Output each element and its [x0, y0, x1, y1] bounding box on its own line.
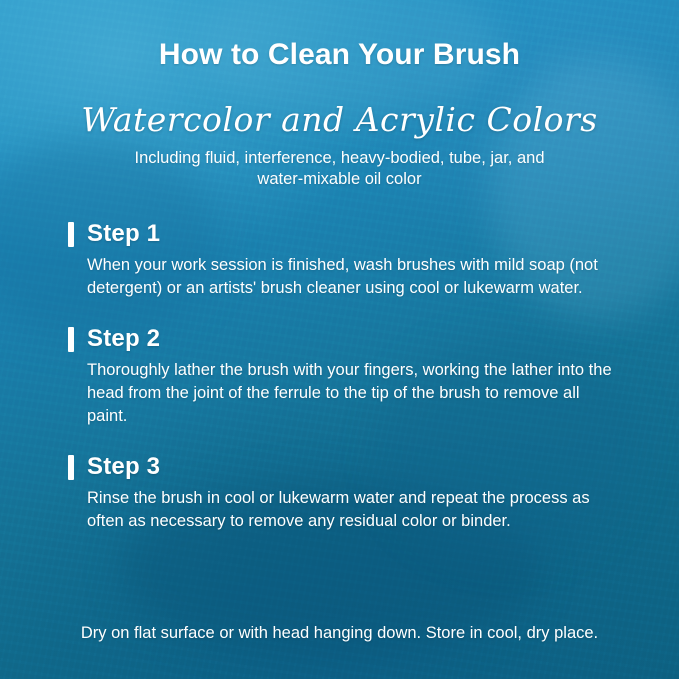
step-text: Rinse the brush in cool or lukewarm water and repeat the process as often as necessary to remove any residual color or binder.: [87, 489, 590, 530]
step-label: Step 1: [87, 220, 161, 248]
step-header: [68, 325, 635, 353]
accent-bar-icon: [68, 222, 74, 247]
steps-list: [44, 220, 635, 532]
page-title: How to Clean Your Brush: [158, 38, 521, 71]
script-heading: Watercolor and Acrylic Colors: [81, 100, 598, 139]
subtitle: Including fluid, interference, heavy-bodied, tube, jar, and water-mixable oil color: [134, 149, 545, 189]
step-item: [68, 220, 635, 299]
step-header: [68, 220, 635, 248]
step-label: Step 2: [87, 325, 161, 353]
step-item: [68, 325, 635, 427]
step-text: When your work session is finished, wash brushes with mild soap (not detergent) or an artists' brush cleaner using cool or lukewarm water.: [87, 256, 598, 297]
step-header: [68, 453, 635, 481]
step-item: [68, 453, 635, 532]
accent-bar-icon: [68, 455, 74, 480]
accent-bar-icon: [68, 327, 74, 352]
step-text: Thoroughly lather the brush with your fingers, working the lather into the head from the joint of the ferrule to the tip of the brush to remove all paint.: [87, 361, 612, 425]
footer-note: Dry on flat surface or with head hanging down. Store in cool, dry place.: [80, 624, 599, 642]
step-label: Step 3: [87, 453, 161, 481]
